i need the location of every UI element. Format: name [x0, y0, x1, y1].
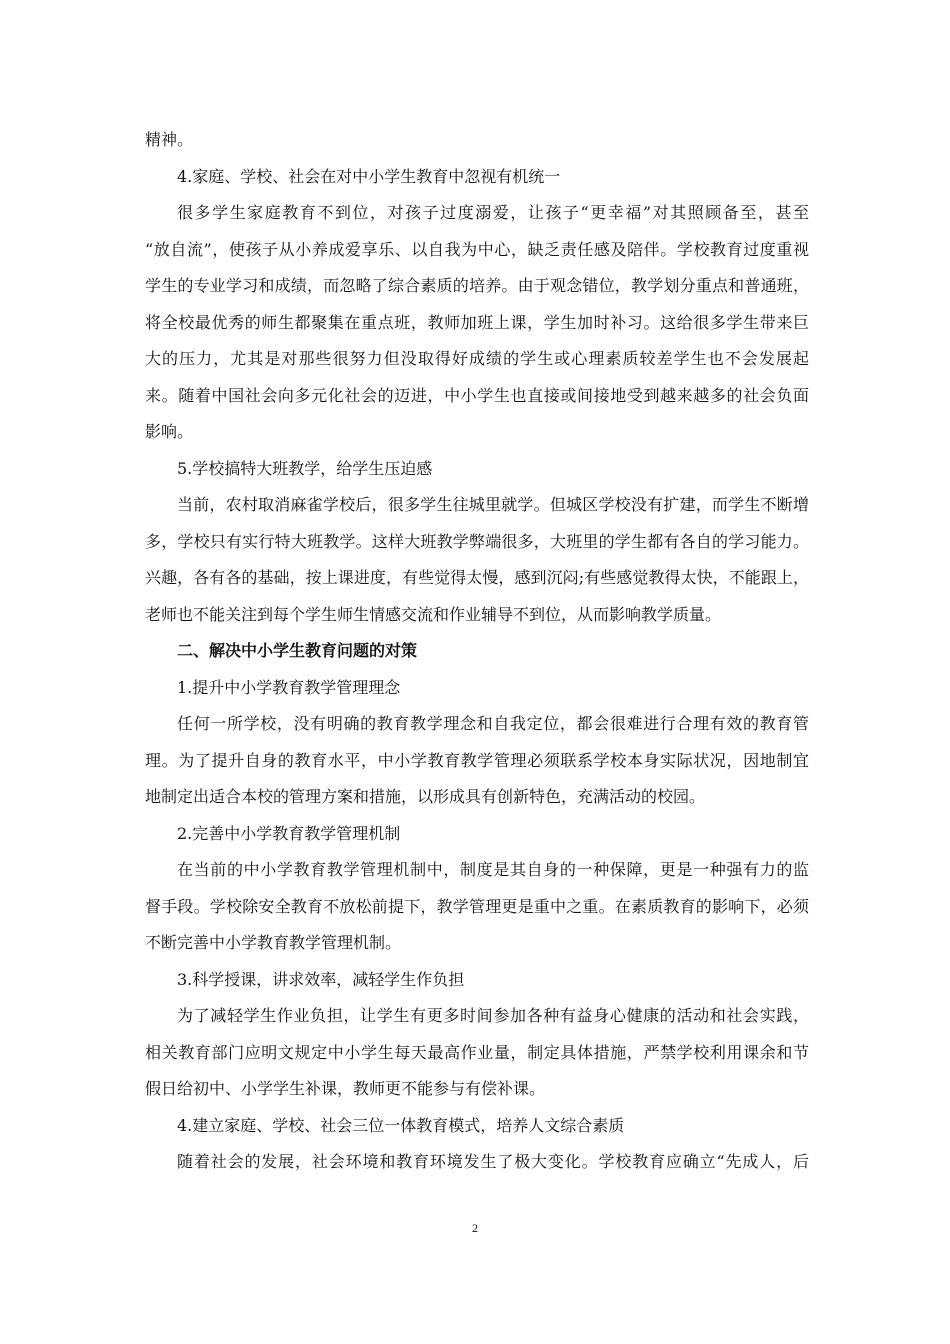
subheading-2-management-mechanism: 2.完善中小学教育教学管理机制	[177, 823, 401, 843]
paragraph-line: “放自流”，使孩子从小养成爱享乐、以自我为中心，缺乏责任感及陪伴。学校教育过度重视	[145, 239, 809, 259]
subheading-4-family-school-society: 4.家庭、学校、社会在对中小学生教育中忽视有机统一	[177, 166, 561, 186]
paragraph-line: 很多学生家庭教育不到位，对孩子过度溺爱，让孩子“更幸福”对其照顾备至，甚至	[177, 203, 809, 222]
paragraph-line: 老师也不能关注到每个学生师生情感交流和作业辅导不到位，从而影响教学质量。	[145, 604, 722, 624]
paragraph-line: 相关教育部门应明文规定中小学生每天最高作业量，制定具体措施，严禁学校利用课余和节	[145, 1042, 809, 1062]
subheading-5-large-class: 5.学校搞特大班教学，给学生压迫感	[177, 458, 433, 478]
paragraph-line: 精神。	[145, 130, 194, 149]
body-text	[145, 122, 809, 1181]
paragraph-line: 督手段。学校除安全教育不放松前提下，教学管理更是重中之重。在素质教育的影响下，必须	[145, 896, 809, 916]
paragraph-line: 学生的专业学习和成绩，而忽略了综合素质的培养。由于观念错位，教学划分重点和普通班，	[145, 276, 809, 295]
subheading-4-trinity-model: 4.建立家庭、学校、社会三位一体教育模式，培养人文综合素质	[177, 1115, 625, 1135]
paragraph-line: 为了减轻学生作业负担，让学生有更多时间参加各种有益身心健康的活动和社会实践，	[177, 1006, 809, 1025]
paragraph-line: 将全校最优秀的师生都聚集在重点班，教师加班上课，学生加时补习。这给很多学生带来巨	[145, 312, 809, 332]
subheading-3-scientific-teaching: 3.科学授课，讲求效率，减轻学生作负担	[177, 969, 465, 989]
section-heading-2: 二、解决中小学生教育问题的对策	[177, 641, 418, 660]
paragraph-line: 任何一所学校，没有明确的教育教学理念和自我定位，都会很难进行合理有效的教育管	[177, 714, 809, 733]
paragraph-line: 假日给初中、小学学生补课，教师更不能参与有偿补课。	[145, 1079, 546, 1098]
paragraph-line: 当前，农村取消麻雀学校后，很多学生往城里就学。但城区学校没有扩建，而学生不断增	[177, 495, 809, 514]
paragraph-line: 影响。	[145, 422, 194, 441]
subheading-1-management-concept: 1.提升中小学教育教学管理理念	[177, 677, 401, 697]
paragraph-line: 多，学校只有实行特大班教学。这样大班教学弊端很多，大班里的学生都有各自的学习能力。	[145, 531, 809, 551]
paragraph-line: 在当前的中小学教育教学管理机制中，制度是其自身的一种保障，更是一种强有力的监	[177, 860, 809, 879]
paragraph-line: 地制定出适合本校的管理方案和措施，以形成具有创新特色，充满活动的校园。	[145, 787, 706, 806]
paragraph-line: 随着社会的发展，社会环境和教育环境发生了极大变化。学校教育应确立“先成人，后	[177, 1152, 809, 1171]
paragraph-line: 来。随着中国社会向多元化社会的迈进，中小学生也直接或间接地受到越来越多的社会负面	[145, 385, 809, 405]
paragraph-line: 大的压力，尤其是对那些很努力但没取得好成绩的学生或心理素质较差学生也不会发展起	[145, 349, 809, 368]
paragraph-line: 理。为了提升自身的教育水平，中小学教育教学管理必须联系学校本身实际状况，因地制宜	[145, 750, 809, 770]
paragraph-line: 兴趣，各有各的基础，按上课进度，有些觉得太慢，感到沉闷;有些感觉教得太快，不能跟上，	[145, 568, 809, 587]
paragraph-line: 不断完善中小学教育教学管理机制。	[145, 933, 402, 952]
page-number: 2	[472, 1221, 478, 1235]
